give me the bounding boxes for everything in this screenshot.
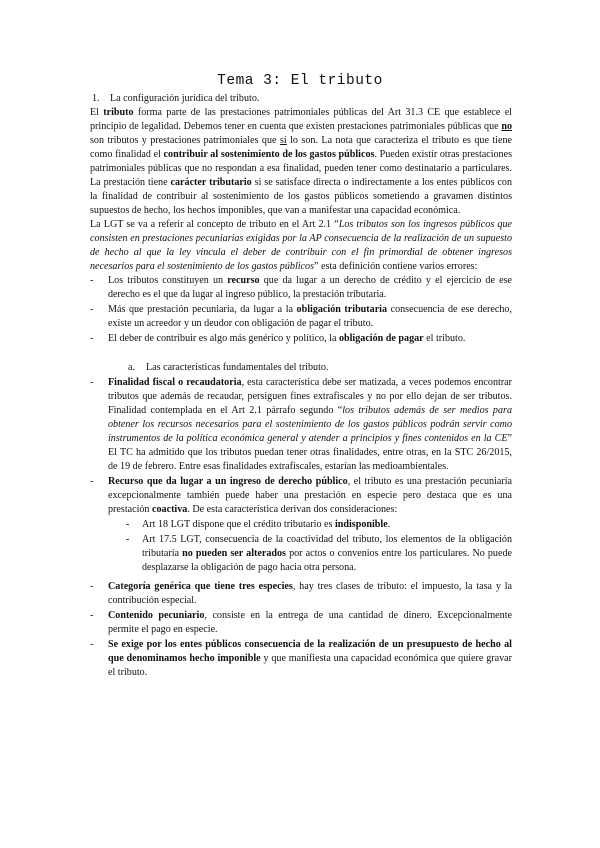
bold-term: carácter tributario bbox=[170, 177, 252, 188]
list-item: - Recurso que da lugar a un ingreso de derecho público, el tributo es una prestación pecuniaria excepcionalmente también puede haber una prestación en especie pero destaca que es una prestación coactiva. De esta característica derivan dos consideraciones: bbox=[90, 475, 512, 517]
list-item: - Los tributos constituyen un recurso que da lugar a un derecho de crédito y el ejercicio de ese derecho es el que da lugar al ingreso público, la prestación tributaria. bbox=[90, 274, 512, 302]
errors-list bbox=[90, 274, 512, 346]
section-title: Las características fundamentales del tributo. bbox=[146, 362, 329, 373]
list-item: - Se exige por los entes públicos consecuencia de la realización de un presupuesto de hecho al que denominamos hecho imponible y que manifiesta una capacidad económica que quiere gravar el tributo. bbox=[90, 638, 512, 680]
characteristics-list-continued bbox=[90, 580, 512, 680]
sub-list bbox=[126, 518, 512, 575]
section-number: a. bbox=[128, 362, 136, 373]
legal-quote: los tributos además de ser medios para obtener los recursos necesarios para el sostenimiento de los gastos públicos podrán servir como instrumentos de la política económica general y atender a principios y fines contenidos en la CE bbox=[108, 405, 512, 444]
bold-term: contribuir al sostenimiento de los gastos públicos bbox=[163, 149, 375, 160]
list-item: - El deber de contribuir es algo más genérico y político, la obligación de pagar el tributo. bbox=[90, 332, 512, 346]
section-heading-2 bbox=[128, 361, 512, 375]
underlined-term: sí bbox=[279, 135, 287, 146]
characteristics-list bbox=[90, 376, 512, 517]
paragraph-tributo-definition: El tributo forma parte de las prestaciones patrimoniales públicas del Art 31.3 CE que establece el principio de legalidad. Debemos tener en cuenta que existen prestaciones patrimoniales públicas que no son tributos y prestaciones patrimoniales que sí lo son. La nota que caracteriza el tributo es que tiene como finalidad el contribuir al sostenimiento de los gastos públicos. Pueden existir otras prestaciones patrimoniales públicas que no respondan a esa finalidad, pueden tener como destinatario a particulares. La prestación tiene carácter tributario si se satisface directa o indirectamente a los entes públicos con la finalidad de contribuir al sostenimiento de los gastos públicos sometiendo a gravamen distintos supuestos de hecho, los hechos imponibles, que van a manifestar una capacidad económica. bbox=[90, 107, 513, 216]
section-title: La configuración jurídica del tributo. bbox=[110, 93, 260, 104]
page-title: Tema 3: El tributo bbox=[217, 73, 383, 89]
sub-list-item: - Art 17.5 LGT, consecuencia de la coactividad del tributo, los elementos de la obligación tributaria no pueden ser alterados por actos o convenios entre los particulares. No puede desplazarse la obligación de pago hacia otra persona. bbox=[126, 533, 512, 575]
section-heading-1 bbox=[92, 92, 512, 106]
document-body bbox=[90, 92, 512, 681]
list-item: - Contenido pecuniario, consiste en la entrega de una cantidad de dinero. Excepcionalmente permite el pago en especie. bbox=[90, 609, 512, 637]
sub-list-item: - Art 18 LGT dispone que el crédito tributario es indisponible. bbox=[126, 518, 512, 532]
list-item: - Finalidad fiscal o recaudatoria, esta característica debe ser matizada, a veces podemos encontrar tributos que además de recaudar, persiguen fines extrafiscales y no por ello dejan de ser tributos. Finalidad contemplada en el Art 2.1 párrafo segundo “los tributos además de ser medios para obtener los recursos necesarios para el sostenimiento de los gastos públicos podrán servir como instrumentos de la política económica general y atender a principios y fines contenidos en la CE” El TC ha admitido que los tributos puedan tener otras finalidades, entre otras, en la STC 26/2015, de 19 de febrero. Entre esas finalidades extrafiscales, estarían las medioambientales. bbox=[90, 376, 512, 474]
paragraph-lgt-concept: La LGT se va a referir al concepto de tributo en el Art 2.1 “Los tributos son los ingresos públicos que consisten en prestaciones pecuniarias exigidas por la AP consecuencia de la realización de un supuesto de hecho al que la ley vincula el deber de contribuir con el fin primordial de obtener ingresos necesarios para el sostenimiento de los gastos públicos” esta definición contiene varios errores: bbox=[90, 219, 512, 272]
section-number: 1. bbox=[92, 93, 100, 104]
legal-quote: Los tributos son los ingresos públicos que consisten en prestaciones pecuniarias exigidas por la AP consecuencia de la realización de un supuesto de hecho al que la ley vincula el deber de contribuir con el fin primordial de obtener ingresos necesarios para el sostenimiento de los gastos públicos bbox=[90, 219, 512, 272]
list-item: - Más que prestación pecuniaria, da lugar a la obligación tributaria consecuencia de ese derecho, existe un acreedor y un deudor con obligación de pagar el tributo. bbox=[90, 303, 512, 331]
bold-term: tributo bbox=[103, 107, 134, 118]
underlined-term: no bbox=[501, 121, 512, 132]
list-item: - Categoría genérica que tiene tres especies, hay tres clases de tributo: el impuesto, la tasa y la contribución especial. bbox=[90, 580, 512, 608]
